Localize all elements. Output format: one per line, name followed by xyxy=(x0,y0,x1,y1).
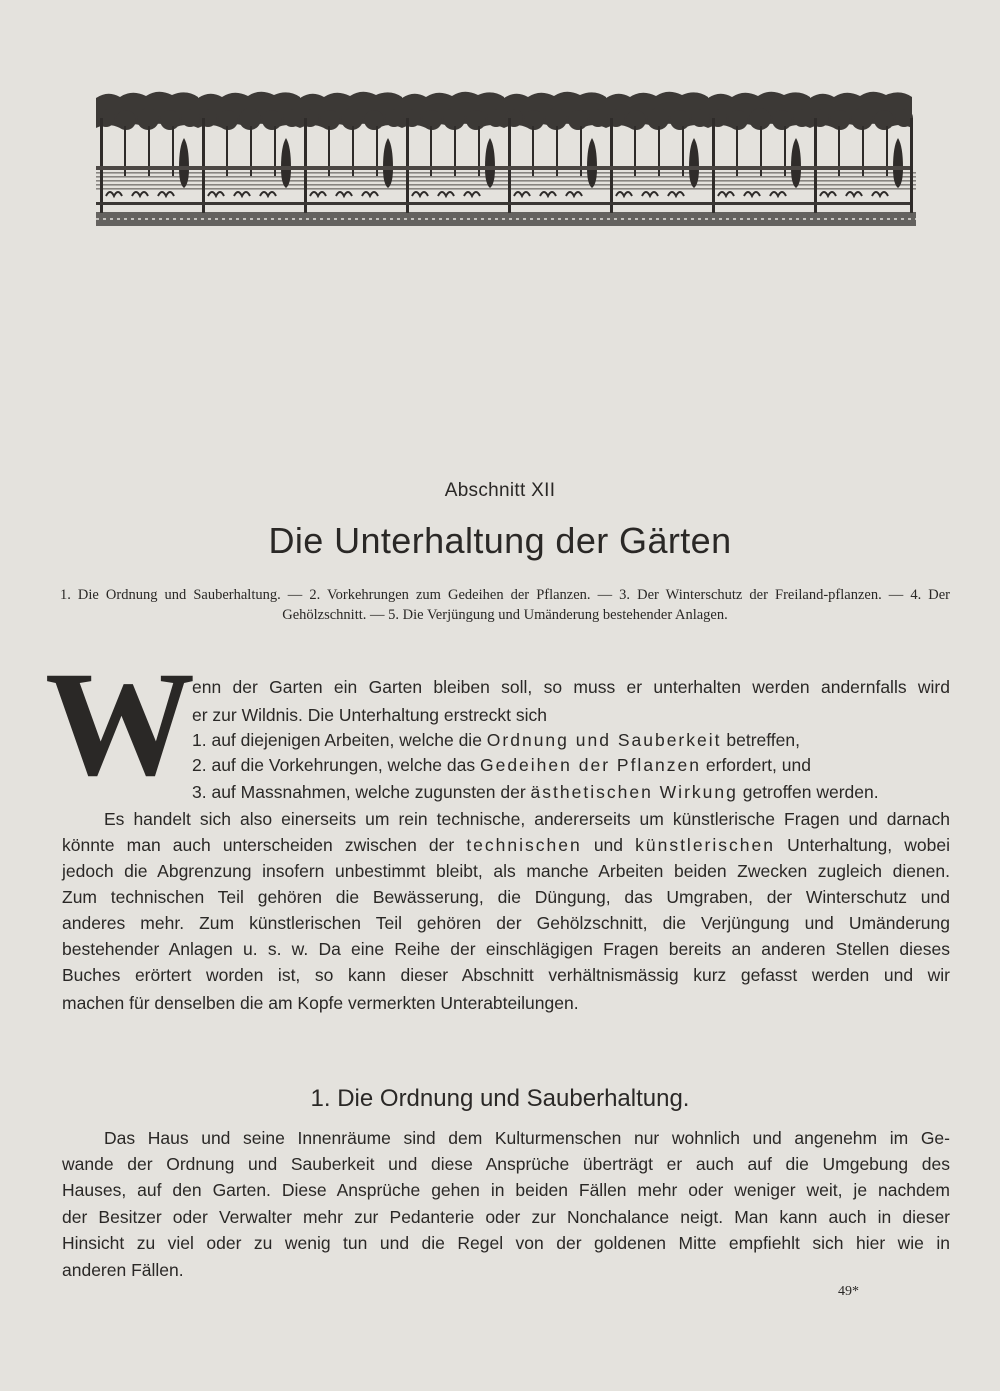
chapter-title: Die Unterhaltung der Gärten xyxy=(268,520,732,561)
garden-frieze-ornament xyxy=(96,88,916,230)
chapter-subtitle: 1. Die Ordnung und Sauberhaltung. — 2. Vorkehrungen zum Gedeihen der Pflanzen. — 3. Der Winterschutz der Freiland-pflanzen. — 4. Der Gehölzschnitt. — 5. Die Verjüngung und Umänderung bestehender Anlagen. xyxy=(60,587,950,623)
text-line: der Besitzer oder Verwalter mehr zur Pedanterie oder zur Nonchalance neigt. Man kann auch in dieser xyxy=(62,1207,950,1227)
text-line: Zum technischen Teil gehören die Bewässerung, die Düngung, das Umgraben, der Winterschutz und xyxy=(62,887,950,907)
text-line: jedoch die Abgrenzung insofern unbestimmt bleibt, als manche Arbeiten beiden Zwecken zugleich dienen. xyxy=(62,861,950,881)
text-line: Hauses, auf den Garten. Diese Ansprüche gehen in beiden Fällen mehr oder weniger weit, je nachdem xyxy=(62,1180,950,1200)
list-item: 1. auf diejenigen Arbeiten, welche die Ordnung und Sauberkeit betreffen, xyxy=(192,730,800,750)
text-line: Es handelt sich also einerseits um rein technische, andererseits um künstlerische Fragen und darnach xyxy=(104,809,950,829)
text-line: Hinsicht zu viel oder zu wenig tun und die Regel von der goldenen Mitte empfiehlt sich hier wie in xyxy=(62,1233,950,1253)
list-item: 2. auf die Vorkehrungen, welche das Gedeihen der Pflanzen erfordert, und xyxy=(192,755,811,775)
text-line: Buches erörtert worden ist, so kann dieser Abschnitt verhältnismässig kurz gefasst werden und wir xyxy=(62,965,950,985)
text-line: enn der Garten ein Garten bleiben soll, so muss er unterhalten werden andernfalls wird xyxy=(192,677,950,697)
text-line: bestehender Anlagen u. s. w. Da eine Reihe der einschlägigen Fragen bereits an anderen Stellen dieses xyxy=(62,939,950,959)
text-line: Das Haus und seine Innenräume sind dem Kulturmenschen nur wohnlich und angenehm im Ge- xyxy=(104,1128,950,1148)
text-line: wande der Ordnung und Sauberkeit und diese Ansprüche überträgt er auch auf die Umgebung des xyxy=(62,1154,950,1174)
page-number: 49* xyxy=(838,1284,859,1299)
text-line: er zur Wildnis. Die Unterhaltung erstreckt sich xyxy=(192,705,547,725)
svg-text:W: W xyxy=(45,641,195,807)
section-heading: 1. Die Ordnung und Sauberhaltung. xyxy=(310,1085,690,1112)
text-line: anderen Fällen. xyxy=(62,1260,184,1280)
text-line: anderes mehr. Zum künstlerischen Teil gehören der Gehölzschnitt, die Verjüngung und Umänderung xyxy=(62,913,950,933)
list-item: 3. auf Massnahmen, welche zugunsten der ästhetischen Wirkung getroffen werden. xyxy=(192,782,879,802)
text-line: könnte man auch unterscheiden zwischen der technischen und künstlerischen Unterhaltung, wobei xyxy=(62,835,950,855)
text-line: machen für denselben die am Kopfe vermerkten Unterabteilungen. xyxy=(62,993,579,1013)
dropcap-letter xyxy=(45,641,195,807)
section-label: Abschnitt XII xyxy=(444,480,556,501)
